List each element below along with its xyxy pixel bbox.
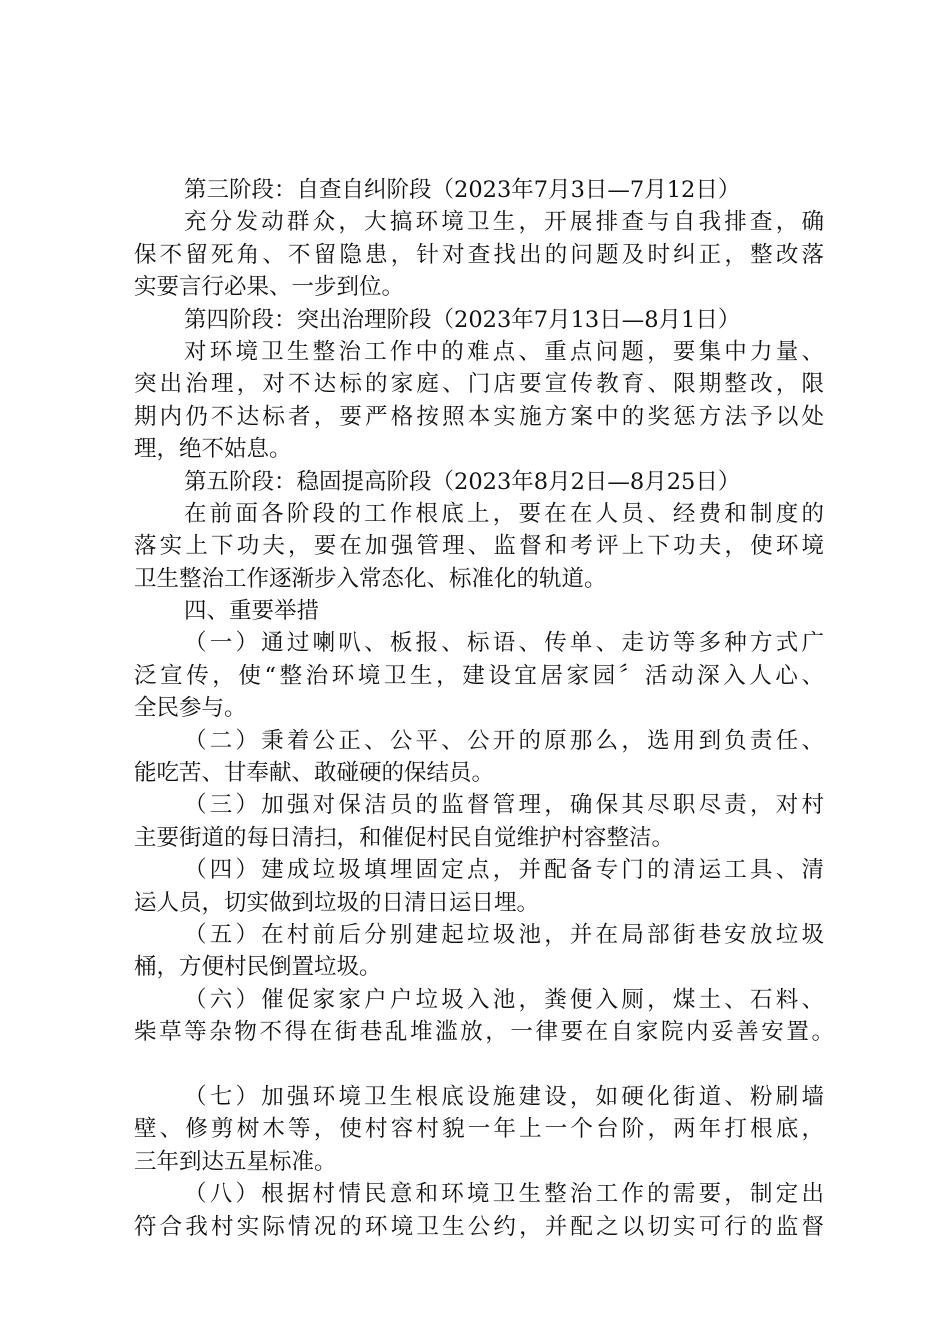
- paragraph-line: 在前面各阶段的工作根底上，要在在人员、经费和制度的: [184, 500, 824, 527]
- measure-one-line: 泛宣传，使“整治环境卫生，建设宜居家园〞活动深入人心、: [134, 662, 824, 689]
- measure-one-line: 全民参与。: [134, 695, 247, 722]
- paragraph-gap: [134, 1049, 824, 1081]
- paragraph-line: 保不留死角、不留隐患，针对查找出的问题及时纠正，整改落: [134, 241, 824, 268]
- paragraph-line: 理，绝不姑息。: [134, 436, 292, 463]
- measure-five-line: （五）在村前后分别建起垃圾池，并在局部街巷安放垃圾: [184, 921, 824, 948]
- measure-one-line: （一）通过喇叭、板报、标语、传单、走访等多种方式广: [184, 630, 824, 657]
- measure-two-line: 能吃苦、甘奉献、敢碰硬的保结员。: [134, 760, 495, 787]
- measure-five-line: 桶，方便村民倒置垃圾。: [134, 954, 382, 981]
- phase-five-heading: 第五阶段：稳固提高阶段（2023年8月2日—8月25日）: [184, 468, 741, 495]
- phase-three-heading: 第三阶段：自查自纠阶段（2023年7月3日—7月12日）: [184, 177, 741, 203]
- paragraph-line: 落实上下功夫，要在加强管理、监督和考评上下功夫，使环境: [134, 533, 824, 560]
- phase-four-heading: 第四阶段：突出治理阶段（2023年7月13日—8月1日）: [184, 306, 741, 333]
- paragraph-line: 突出治理，对不达标的家庭、门店要宣传教育、限期整改，限: [134, 371, 824, 398]
- measure-six-line: 柴草等杂物不得在街巷乱堆滥放，一律要在自家院内妥善安置。: [134, 1019, 834, 1046]
- measure-seven-line: （七）加强环境卫生根底设施建设，如硬化街道、粉刷墙: [184, 1083, 824, 1110]
- measure-six-line: （六）催促家家户户垃圾入池，粪便入厕，煤土、石料、: [184, 986, 824, 1013]
- measure-four-line: 运人员，切实做到垃圾的日清日运日埋。: [134, 889, 540, 916]
- measure-seven-line: 壁、修剪树木等，使村容村貌一年上一个台阶，两年打根底，: [134, 1116, 824, 1143]
- paragraph-line: 期内仍不达标者，要严格按照本实施方案中的奖惩方法予以处: [134, 403, 824, 430]
- measure-four-line: （四）建成垃圾填埋固定点，并配备专门的清运工具、清: [184, 857, 824, 884]
- measure-seven-line: 三年到达五星标准。: [134, 1148, 337, 1175]
- measure-three-line: 主要街道的每日清扫，和催促村民自觉维护村容整洁。: [134, 824, 675, 851]
- section-four-heading: 四、重要举措: [184, 598, 320, 625]
- paragraph-line: 充分发动群众，大搞环境卫生，开展排查与自我排查，确: [184, 209, 824, 236]
- paragraph-line: 卫生整治工作逐渐步入常态化、标准化的轨道。: [134, 565, 607, 592]
- measure-three-line: （三）加强对保洁员的监督管理，确保其尽职尽责，对村: [184, 792, 824, 819]
- paragraph-line: 对环境卫生整治工作中的难点、重点问题，要集中力量、: [184, 338, 824, 365]
- document-body: [134, 174, 834, 1243]
- paragraph-line: 实要言行必果、一步到位。: [134, 274, 405, 301]
- measure-eight-line: 符合我村实际情况的环境卫生公约，并配之以切实可行的监督: [134, 1213, 824, 1240]
- measure-eight-line: （八）根据村情民意和环境卫生整治工作的需要，制定出: [184, 1181, 824, 1208]
- measure-two-line: （二）秉着公正、公平、公开的原那么，选用到负责任、: [184, 727, 824, 754]
